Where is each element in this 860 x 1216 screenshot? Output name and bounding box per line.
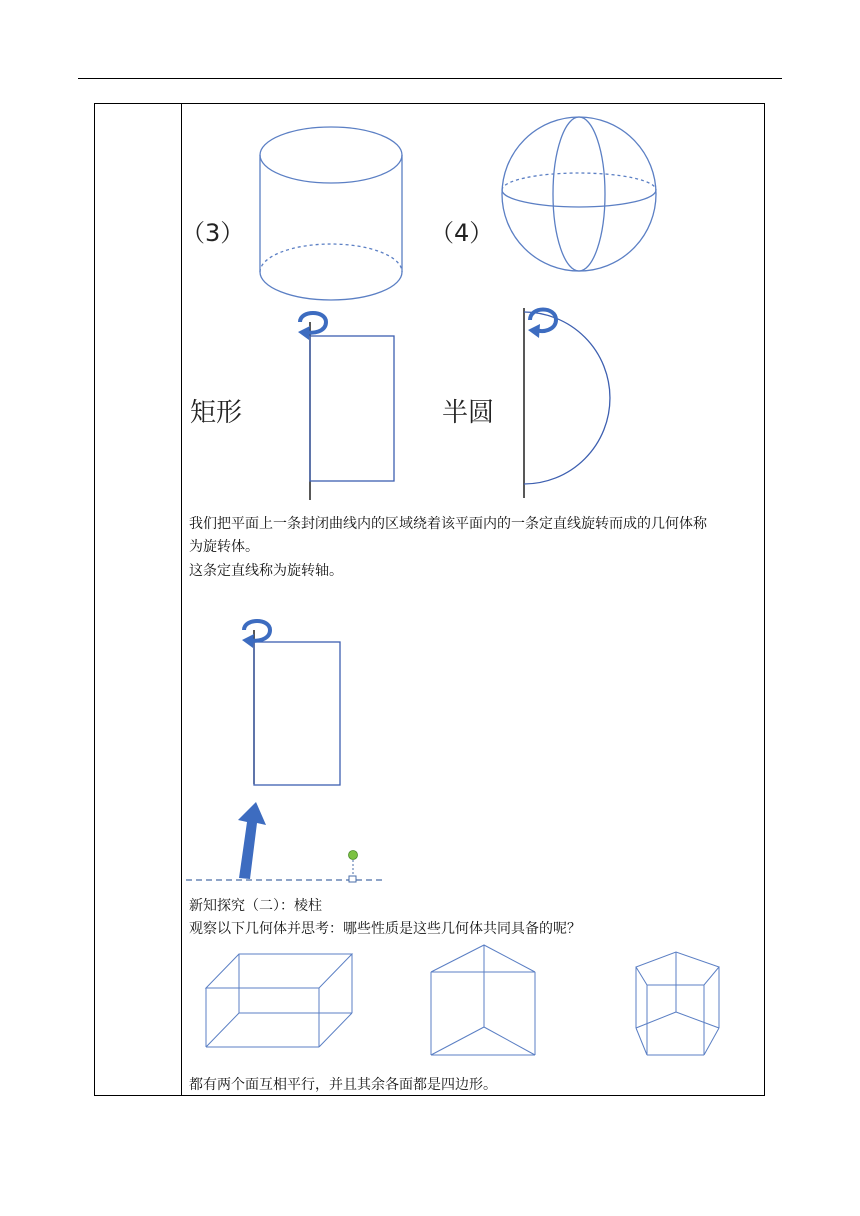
sphere-label: （4） <box>430 219 494 247</box>
definition-line-2: 为旋转体。 <box>189 539 259 555</box>
section-heading: 新知探究（二）：棱柱 <box>189 898 322 914</box>
semicircle-label: 半圆 <box>442 398 495 428</box>
cylinder-label: （3） <box>181 219 245 247</box>
observation-question: 观察以下几何体并思考：哪些性质是这些几何体共同具备的呢？ <box>189 921 581 937</box>
definition-line-1: 我们把平面上一条封闭曲线内的区域绕着该平面内的一条定直线旋转而成的几何体称 <box>189 516 707 532</box>
rotation-axis-line: 这条定直线称为旋转轴。 <box>189 563 343 579</box>
rectangle-label: 矩形 <box>190 398 243 428</box>
conclusion-text: 都有两个面互相平行，并且其余各面都是四边形。 <box>189 1077 497 1093</box>
